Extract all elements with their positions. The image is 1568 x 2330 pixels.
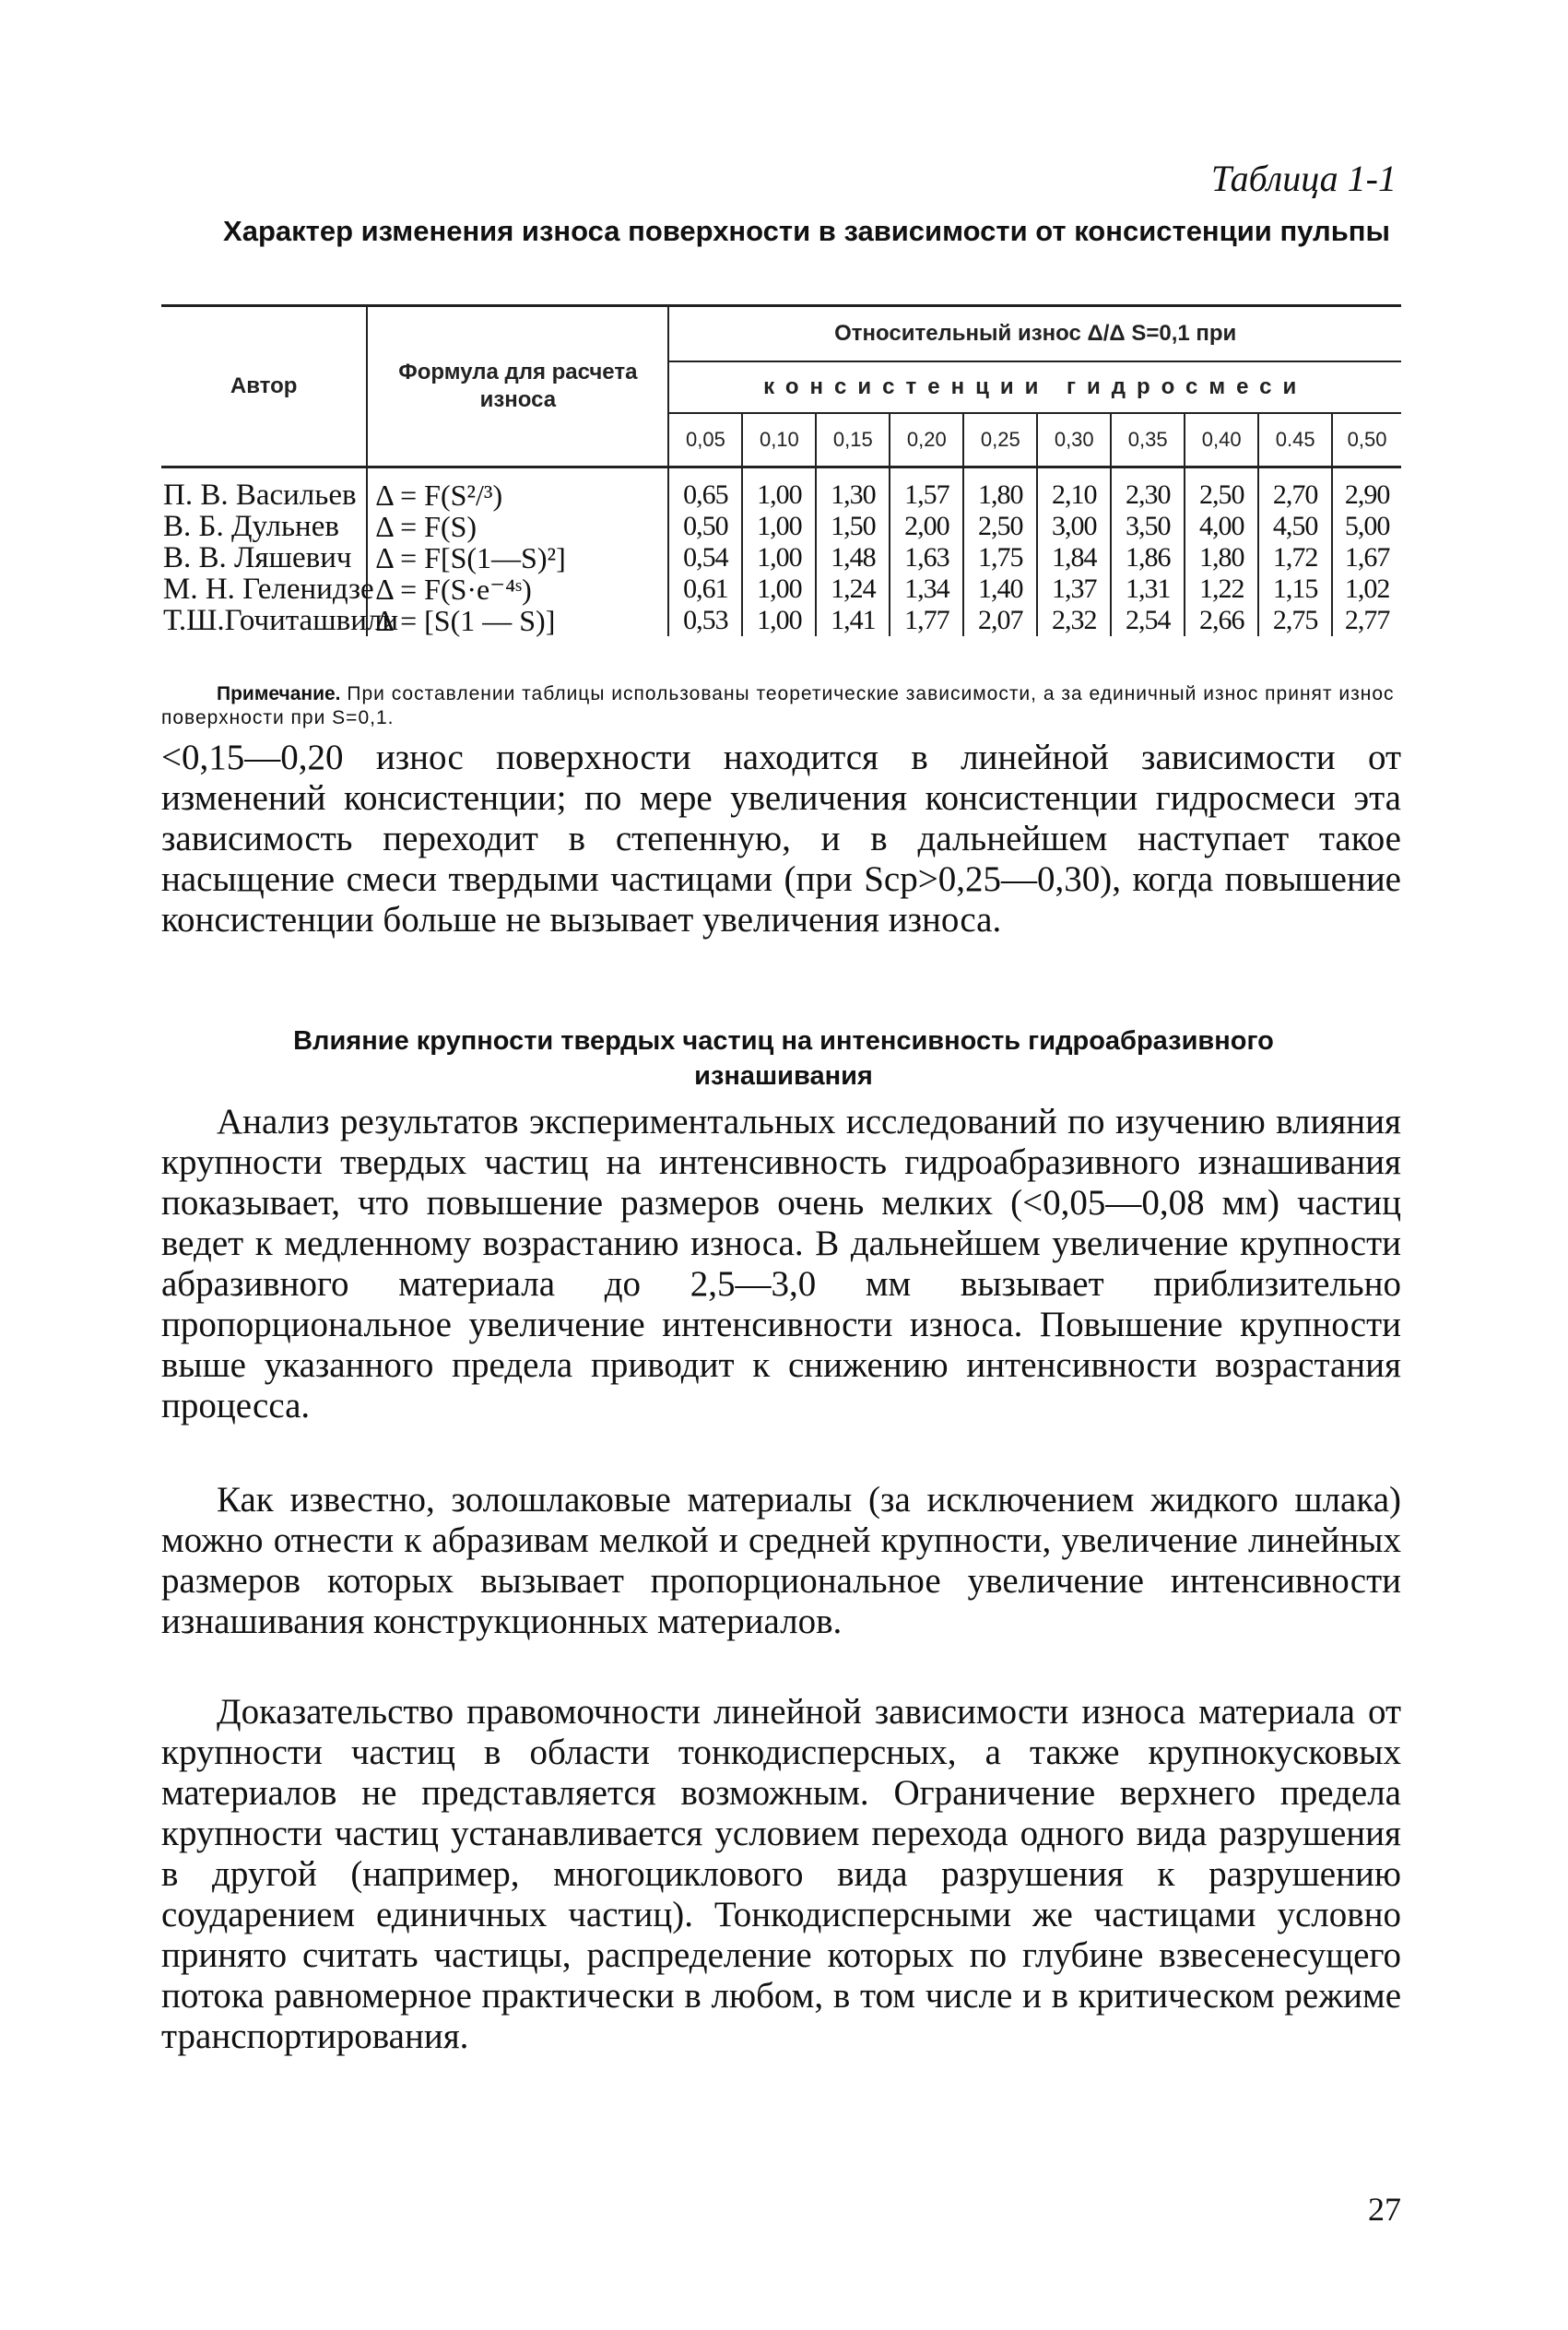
table-note [161,682,1401,730]
value-cell: 2,66 [1185,605,1258,636]
author-cell: П. В. Васильев [161,467,367,512]
value-cell: 1,80 [1185,542,1258,574]
table-row [161,467,1401,512]
header-value: 0,05 [668,413,742,467]
value-cell: 1,00 [742,605,816,636]
value-cell: 2,30 [1111,467,1185,512]
header-value: 0.45 [1258,413,1332,467]
value-cell: 1,31 [1111,574,1185,605]
note-text: При составлении таблицы использованы теоретические зависимости, а за единичный износ принят износ поверхности при S=0,1. [161,683,1395,728]
header-value: 0,20 [890,413,963,467]
value-cell: 1,15 [1258,574,1332,605]
page-number: 27 [1368,2191,1401,2228]
value-cell: 1,72 [1258,542,1332,574]
value-cell: 1,02 [1344,574,1390,604]
value-cell: 2,32 [1037,605,1111,636]
value-cell: 1,80 [963,467,1037,512]
value-cell: 1,41 [816,605,890,636]
value-cell: 1,37 [1037,574,1111,605]
formula-cell: Δ = F[S(1—S)²] [367,542,668,574]
author-cell: В. Б. Дульнев [161,511,367,542]
value-cell: 3,00 [1037,511,1111,542]
paragraph-4: Доказательство правомочности линейной зависимости износа материала от крупности частиц в области тонкодисперсных, а также крупнокусковых материалов не представляется возможным. Ограничение верхнего предела крупности частиц устанавливается условием перехода одного вида разрушения в другой (например, многоциклового вида разрушения к разрушению соударением единичных частиц). Тонкодисперсными же частицами условно принято считать частицы, распределение которых по глубине взвесенесущего потока равномерное практически в любом, в том числе и в критическом режиме транспортирования. [161,1692,1401,2056]
formula-cell: Δ = F(S) [367,511,668,542]
value-cell: 2,70 [1258,467,1332,512]
header-value: 0,40 [1185,413,1258,467]
header-value: 0,25 [963,413,1037,467]
value-cell: 0,54 [668,542,742,574]
table-row [161,511,1401,542]
value-cell: 1,00 [742,574,816,605]
value-cell: 1,57 [890,467,963,512]
header-value: 0,30 [1037,413,1111,467]
formula-cell: Δ = F(S·e⁻⁴ˢ) [367,574,668,605]
value-cell: 2,00 [890,511,963,542]
paragraph-1: <0,15—0,20 износ поверхности находится в линейной зависимости от изменений консистенции; по мере увеличения консистенции гидросмеси эта зависимость переходит в степенную, и в дальнейшем наступает такое насыщение смеси твердыми частицами (при Sср>0,25—0,30), когда повышение консистенции больше не вызывает увеличения износа. [161,738,1401,940]
value-cell: 1,34 [890,574,963,605]
table-row [161,605,1401,636]
header-consistency: консистенции гидросмеси [668,361,1401,413]
note-label: Примечание. [217,683,341,704]
author-cell: В. В. Ляшевич [161,542,367,574]
value-cell: 4,00 [1185,511,1258,542]
value-cell: 1,77 [890,605,963,636]
header-value: 0,35 [1111,413,1185,467]
value-cell: 2,50 [963,511,1037,542]
header-value: 0,10 [742,413,816,467]
formula-cell: Δ = [S(1 — S)] [367,605,668,636]
value-cell: 1,63 [890,542,963,574]
value-cell: 1,86 [1111,542,1185,574]
value-cell: 1,00 [742,511,816,542]
paragraph-2: Анализ результатов экспериментальных исследований по изучению влияния крупности твердых частиц на интенсивность гидроабразивного изнашивания показывает, что повышение размеров очень мелких (<0,05—0,08 мм) частиц ведет к медленному возрастанию износа. В дальнейшем увеличение крупности абразивного материала до 2,5—3,0 мм вызывает приблизительно пропорциональное увеличение интенсивности износа. Повышение крупности выше указанного предела приводит к снижению интенсивности возрастания процесса. [161,1102,1401,1425]
wear-table [161,304,1401,636]
author-cell: М. Н. Геленидзе [163,573,374,606]
value-cell: 1,48 [816,542,890,574]
value-cell: 4,50 [1258,511,1332,542]
value-cell: 2,10 [1037,467,1111,512]
value-cell: 1,84 [1037,542,1111,574]
value-cell: 1,00 [742,467,816,512]
value-cell: 0,50 [668,511,742,542]
value-cell: 1,24 [816,574,890,605]
value-cell: 2,07 [963,605,1037,636]
value-cell: 0,53 [668,605,742,636]
value-cell: 3,50 [1111,511,1185,542]
value-cell: 1,00 [742,542,816,574]
formula-cell: Δ = F(S²/³) [367,467,668,512]
table-row [161,542,1401,574]
table-title: Характер изменения износа поверхности в зависимости от консистенции пульпы [223,215,1390,247]
value-cell: 2,77 [1344,605,1390,635]
header-value: 0,15 [816,413,890,467]
table-label: Таблица 1-1 [1210,158,1397,199]
paragraph-3: Как известно, золошлаковые материалы (за исключением жидкого шлака) можно отнести к абразивам мелкой и средней крупности, увеличение линейных размеров которых вызывает пропорциональное увеличение интенсивности изнашивания конструкционных материалов. [161,1480,1401,1641]
value-cell: 2,54 [1111,605,1185,636]
header-formula: Формула для расчета износа [367,306,668,467]
value-cell: 5,00 [1344,511,1390,541]
author-cell: Т.Ш.Гочиташвили [163,604,398,637]
value-cell: 1,30 [816,467,890,512]
value-cell: 1,75 [963,542,1037,574]
value-cell: 1,67 [1344,542,1390,573]
table-row [161,574,1401,605]
section-heading: Влияние крупности твердых частиц на интенсивность гидроабразивного изнашивания [293,1026,1274,1091]
value-cell: 0,65 [668,467,742,512]
header-author: Автор [161,306,367,467]
value-cell: 2,75 [1258,605,1332,636]
value-cell: 1,50 [816,511,890,542]
value-cell: 2,50 [1185,467,1258,512]
value-cell: 2,90 [1344,479,1390,510]
header-value: 0,50 [1332,413,1401,467]
value-cell: 1,40 [963,574,1037,605]
value-cell: 1,22 [1185,574,1258,605]
value-cell: 0,61 [668,574,742,605]
header-relative-wear: Относительный износ Δ/Δ S=0,1 при [668,306,1401,362]
